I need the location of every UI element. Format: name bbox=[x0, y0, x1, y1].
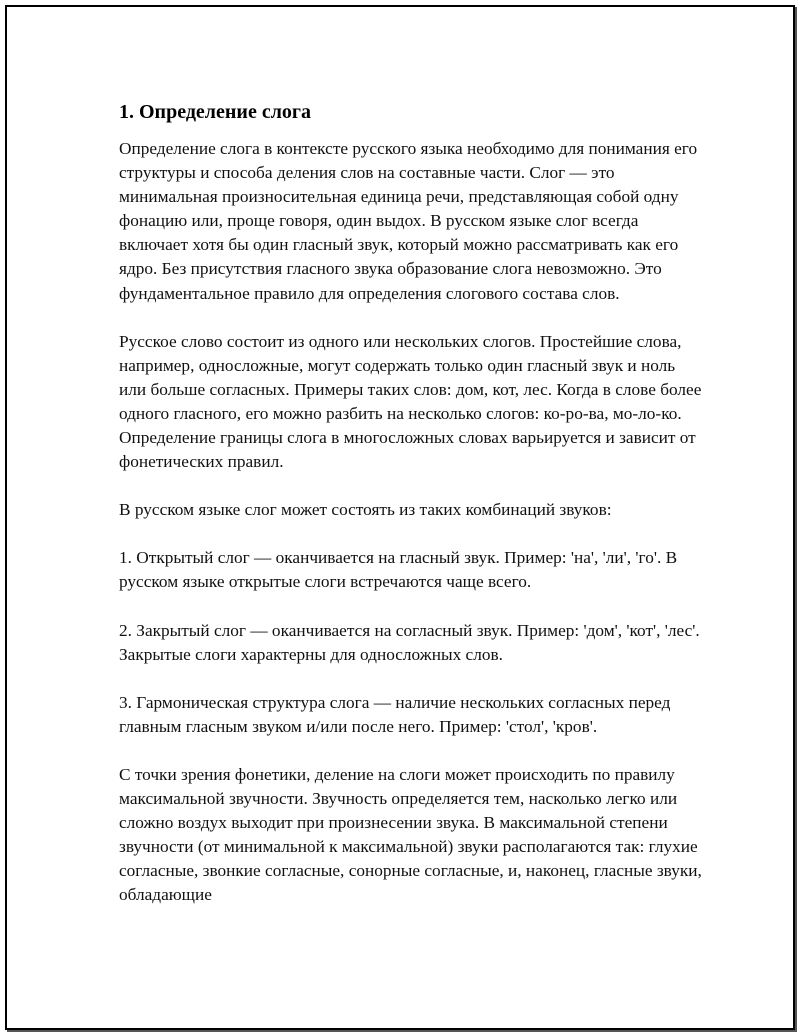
paragraph-word-structure: Русское слово состоит из одного или нескольких слогов. Простейшие слова, например, односложные, могут содержать только один гласный звук и ноль или больше согласных. Примеры таких слов: дом, кот, лес. Когда в слове более одного гласного, его можно разбить на несколько слогов: ко-ро-ва, мо-ло-ко. Определение границы слога в многосложных словах варьируется и зависит от фонетических правил. bbox=[119, 331, 702, 472]
section-heading: 1. Определение слога bbox=[119, 101, 312, 123]
page-frame bbox=[5, 5, 795, 1030]
paragraph-combinations-intro: В русском языке слог может состоять из таких комбинаций звуков: bbox=[119, 500, 612, 520]
list-item-closed-syllable: 2. Закрытый слог — оканчивается на согласный звук. Пример: 'дом', 'кот', 'лес'. Закрытые слоги характерны для односложных слов. bbox=[119, 620, 700, 664]
paragraph-sonority: С точки зрения фонетики, деление на слоги может происходить по правилу максимальной звучности. Звучность определяется тем, насколько легко или сложно воздух выходит при произнесении звука. В максимальной степени звучности (от минимальной к максимальной) звуки располагаются так: глухие согласные, звонкие согласные, сонорные согласные, и, наконец, гласные звуки, обладающие bbox=[119, 764, 702, 905]
document-body bbox=[119, 99, 704, 931]
list-item-harmonic-structure: 3. Гармоническая структура слога — наличие нескольких согласных перед главным гласным звуком и/или после него. Пример: 'стол', 'кров'. bbox=[119, 692, 671, 736]
paragraph-syllable-definition: Определение слога в контексте русского языка необходимо для понимания его структуры и способа деления слов на составные части. Слог — это минимальная произносительная единица речи, представляющая собой одну фонацию или, проще говоря, один выдох. В русском языке слог всегда включает хотя бы один гласный звук, который можно рассматривать как его ядро. Без присутствия гласного звука образование слога невозможно. Это фундаментальное правило для определения слогового состава слов. bbox=[119, 139, 698, 303]
list-item-open-syllable: 1. Открытый слог — оканчивается на гласный звук. Пример: 'на', 'ли', 'го'. В русском языке открытые слоги встречаются чаще всего. bbox=[119, 548, 678, 592]
